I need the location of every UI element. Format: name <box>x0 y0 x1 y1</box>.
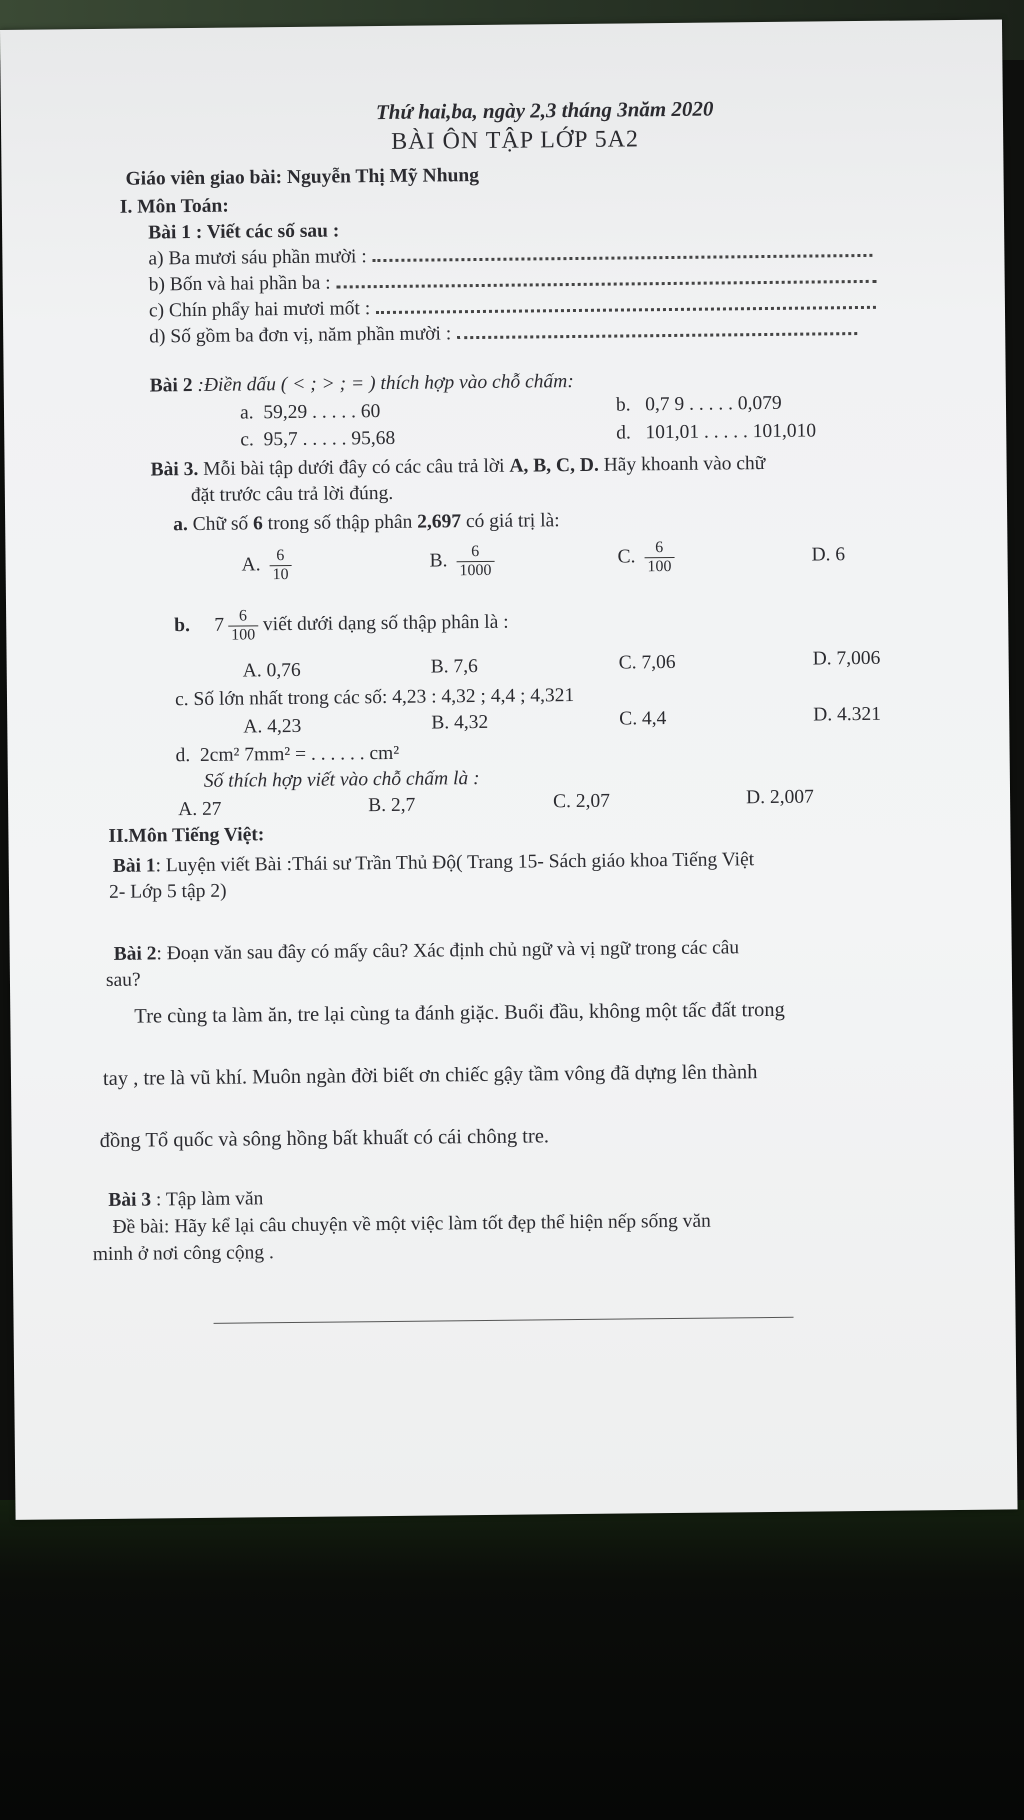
answer-dots <box>376 304 876 314</box>
bai3-a-option-d: D. 6 <box>811 544 846 566</box>
passage-line-1: Tre cùng ta làm ăn, tre lại cùng ta đánh giặc. Buổi đầu, không một tấc đất trong <box>134 998 785 1028</box>
de-bai-line-1: Đề bài: Hãy kể lại câu chuyện về một việc làm tốt đẹp thể hiện nếp sống văn <box>112 1210 711 1238</box>
bai3-a-option-c: C. $\frac{6}{100}$ <box>617 539 674 577</box>
bai3-d-option-d: D. 2,007 <box>745 786 814 809</box>
bai3-question-b: b. 7 $\frac{6}{100}$ viết dưới dạng số thập phân là : <box>174 607 509 644</box>
background-table <box>0 1500 1024 1820</box>
bai3-b-option-b: B. 7,6 <box>430 656 478 678</box>
bai3-c-option-c: C. 4,4 <box>619 708 667 730</box>
bai3-c-option-b: B. 4,32 <box>431 711 489 734</box>
bai3-b-option-a: A. 0,76 <box>242 659 301 682</box>
bai1-item-c: c) Chín phẩy hai mươi mốt : <box>149 292 876 324</box>
divider-line <box>214 1317 794 1324</box>
fraction: $\frac{6}{1000}$ <box>456 543 494 580</box>
bai3-question-d: d. 2cm² 7mm² = . . . . . . cm² <box>175 742 400 767</box>
bai3-c-option-a: A. 4,23 <box>243 715 302 738</box>
bai3-question-c: c. Số lớn nhất trong các số: 4,23 : 4,32 ; 4,4 ; 4,321 <box>174 685 575 711</box>
bai2-b: b. 0,7 9 . . . . . 0,079 <box>615 392 782 416</box>
bai3-d-option-c: C. 2,07 <box>553 790 611 813</box>
bai3-intro-line2: đặt trước câu trả lời đúng. <box>190 482 394 507</box>
viet-bai2-line2: sau? <box>105 969 141 991</box>
answer-dots <box>373 252 873 262</box>
bai3-d-note: Số thích hợp viết vào chỗ chấm là : <box>203 768 480 792</box>
worksheet-content <box>0 20 1018 1520</box>
viet-bai2: Bài 2: Đoạn văn sau đây có mấy câu? Xác định chủ ngữ và vị ngữ trong các câu <box>113 937 740 965</box>
page-title: BÀI ÔN TẬP LỚP 5A2 <box>391 126 640 155</box>
worksheet-paper <box>0 20 1018 1520</box>
passage-line-3: đồng Tổ quốc và sông hồng bất khuất có cái chông tre. <box>99 1125 550 1153</box>
math-section-title: I. Môn Toán: <box>119 195 229 218</box>
date-line: Thứ hai,ba, ngày 2,3 tháng 3năm 2020 <box>375 96 714 125</box>
viet-bai1-line2: 2- Lớp 5 tập 2) <box>108 880 227 903</box>
passage-line-2: tay , tre là vũ khí. Muôn ngàn đời biết ơn chiếc gậy tầm vông đã dựng lên thành <box>102 1061 758 1090</box>
bai3-d-option-a: A. 27 <box>178 798 222 821</box>
answer-dots <box>457 330 857 339</box>
bai3-question-a: a. Chữ số 6 trong số thập phân 2,697 có giá trị là: <box>173 510 560 536</box>
viet-bai1: Bài 1: Luyện viết Bài :Thái sư Trần Thủ Độ( Trang 15- Sách giáo khoa Tiếng Việt <box>112 849 755 877</box>
bai3-d-option-b: B. 2,7 <box>368 794 416 817</box>
answer-dots <box>337 278 877 289</box>
bai3-intro: Bài 3. Mỗi bài tập dưới đây có các câu trả lời A, B, C, D. Hãy khoanh vào chữ <box>150 453 766 481</box>
bai3-b-option-c: C. 7,06 <box>618 651 676 674</box>
bai3-c-option-d: D. 4.321 <box>813 703 882 726</box>
bai1-item-d: d) Số gồm ba đơn vị, năm phần mười : <box>149 318 857 349</box>
viet-section-title: II.Môn Tiếng Việt: <box>108 824 265 847</box>
de-bai-line-2: minh ở nơi công cộng . <box>92 1242 274 1266</box>
fraction: $\frac{6}{100}$ <box>228 607 258 644</box>
bai2-c: c. 95,7 . . . . . 95,68 <box>240 427 396 451</box>
bai2-heading: Bài 2 :Điền dấu ( < ; > ; = ) thích hợp vào chỗ chấm: <box>149 371 574 397</box>
teacher-line: Giáo viên giao bài: Nguyễn Thị Mỹ Nhung <box>125 164 480 190</box>
bai3-a-option-a: A. $\frac{6}{10}$ <box>241 547 291 585</box>
bai3-b-option-d: D. 7,006 <box>812 647 881 670</box>
bai3-a-option-b: B. $\frac{6}{1000}$ <box>429 543 494 581</box>
bai1-title: Bài 1 : Viết các số sau : <box>148 220 340 244</box>
fraction: $\frac{6}{10}$ <box>269 547 291 584</box>
bai2-a: a. 59,29 . . . . . 60 <box>239 401 381 424</box>
bai2-d: d. 101,01 . . . . . 101,010 <box>616 420 817 444</box>
bai1-item-b: b) Bốn và hai phần ba : <box>149 266 877 298</box>
fraction: $\frac{6}{100}$ <box>644 539 674 576</box>
bai1-item-a: a) Ba mươi sáu phần mười : <box>148 240 873 272</box>
viet-bai3: Bài 3 : Tập làm văn <box>108 1188 264 1211</box>
